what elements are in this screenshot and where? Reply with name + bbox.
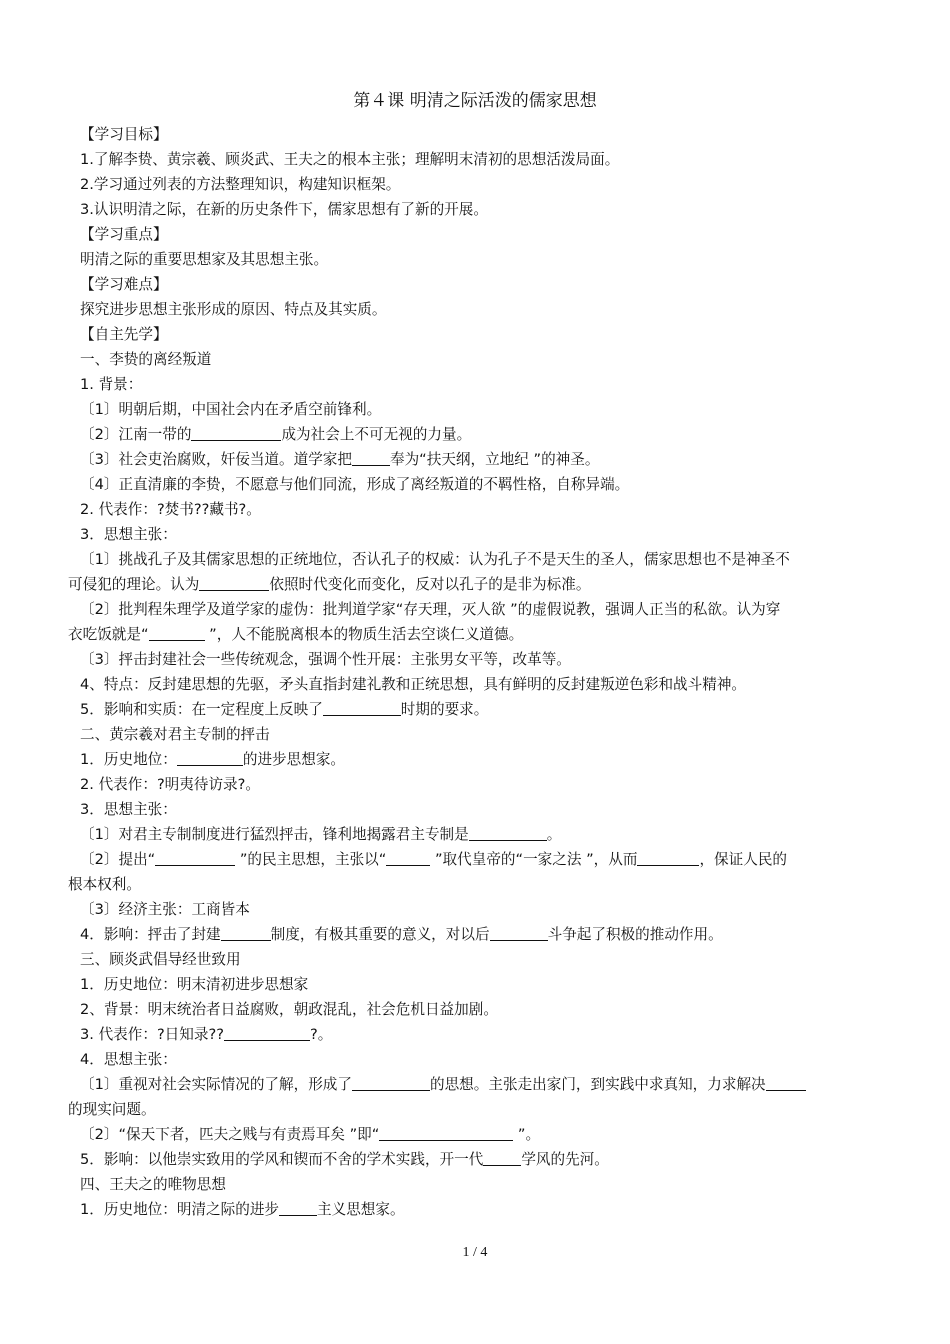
text-line: 2. 代表作：?明夷待访录?。 xyxy=(80,776,260,793)
text-line: 3．思想主张： xyxy=(80,526,177,543)
text-line: 〔1〕挑战孔子及其儒家思想的正统地位，否认孔子的权威：认为孔子不是天生的圣人，儒家思想也不是神圣不 xyxy=(80,551,790,568)
fill-blank[interactable] xyxy=(191,425,281,441)
text-line: 4、特点：反封建思想的先驱，矛头直指封建礼教和正统思想，具有鲜明的反封建叛逆色彩和战斗精神。 xyxy=(80,676,747,693)
section-heading: 【学习难点】 xyxy=(80,276,168,293)
fill-blank[interactable] xyxy=(323,700,401,716)
text-line: 1．历史地位：明末清初进步思想家 xyxy=(80,976,309,993)
text-line: 衣吃饭就是“ ”，人不能脱离根本的物质生活去空谈仁义道德。 xyxy=(68,626,524,643)
section-heading: 【学习重点】 xyxy=(80,226,168,243)
fill-blank[interactable] xyxy=(766,1075,806,1091)
text-line: 〔2〕批判程朱理学及道学家的虚伪：批判道学家“存天理，灭人欲 ”的虚假说教，强调人正当的私欲。认为穿 xyxy=(80,601,781,618)
subsection-heading: 一、李贽的离经叛道 xyxy=(80,351,212,368)
text-line: 1.了解李贽、黄宗羲、顾炎武、王夫之的根本主张；理解明末清初的思想活泼局面。 xyxy=(80,151,620,168)
fill-blank[interactable] xyxy=(177,750,243,766)
text-line: 〔3〕抨击封建社会一些传统观念，强调个性开展：主张男女平等，改革等。 xyxy=(80,651,571,668)
text-line: 2. 代表作：?焚书??藏书?。 xyxy=(80,501,261,518)
fill-blank[interactable] xyxy=(379,1125,513,1141)
subsection-heading: 二、黄宗羲对君主专制的抨击 xyxy=(80,726,270,743)
fill-blank[interactable] xyxy=(352,450,390,466)
text-line: 3．思想主张： xyxy=(80,801,177,818)
fill-blank[interactable] xyxy=(199,575,269,591)
text-line: 〔4〕正直清廉的李贽，不愿意与他们同流，形成了离经叛道的不羁性格，自称异端。 xyxy=(80,476,630,493)
text-line: 2、背景：明末统治者日益腐败，朝政混乱，社会危机日益加剧。 xyxy=(80,1001,498,1018)
fill-blank[interactable] xyxy=(483,1150,521,1166)
fill-blank[interactable] xyxy=(221,925,271,941)
fill-blank[interactable] xyxy=(279,1200,317,1216)
text-line: 〔1〕重视对社会实际情况的了解，形成了 的思想。主张走出家门，到实践中求真知，力求解决 xyxy=(68,1072,880,1097)
fill-blank[interactable] xyxy=(149,625,205,641)
text-line: 4．思想主张： xyxy=(80,1051,177,1068)
text-line: 2.学习通过列表的方法整理知识，构建知识框架。 xyxy=(80,176,401,193)
section-heading: 【自主先学】 xyxy=(80,326,168,343)
fill-blank[interactable] xyxy=(155,850,235,866)
lesson-title: 第４课 明清之际活泼的儒家思想 xyxy=(353,91,597,111)
section-heading: 【学习目标】 xyxy=(80,126,168,143)
text-line: 3. 代表作：?日知录?? ?。 xyxy=(80,1026,333,1043)
fill-blank[interactable] xyxy=(386,850,430,866)
fill-blank[interactable] xyxy=(637,850,699,866)
page-number: 1 / 4 xyxy=(462,1245,488,1260)
fill-blank[interactable] xyxy=(352,1075,430,1091)
text-line: 的现实问题。 xyxy=(68,1101,156,1118)
text-line: 〔1〕对君主专制制度进行猛烈抨击，锋利地揭露君主专制是 。 xyxy=(80,826,562,843)
fill-blank[interactable] xyxy=(469,825,547,841)
text-line: 〔2〕“保天下者，匹夫之贱与有责焉耳矣 ”即“ ”。 xyxy=(80,1126,541,1143)
text-line: 〔1〕明朝后期，中国社会内在矛盾空前锋利。 xyxy=(80,401,382,418)
text-line: 1．历史地位： 的进步思想家。 xyxy=(80,751,346,768)
text-line: 1．历史地位：明清之际的进步 主义思想家。 xyxy=(80,1201,405,1218)
text-line: 1. 背景： xyxy=(80,376,143,393)
subsection-heading: 三、顾炎武倡导经世致用 xyxy=(80,951,241,968)
text-line: 〔2〕江南一带的 成为社会上不可无视的力量。 xyxy=(80,426,472,443)
text-line: 5．影响：以他崇实致用的学风和锲而不舍的学术实践，开一代 学风的先河。 xyxy=(80,1151,609,1168)
document-body xyxy=(68,122,880,1222)
text-line: 探究进步思想主张形成的原因、特点及其实质。 xyxy=(80,301,387,318)
fill-blank[interactable] xyxy=(224,1025,310,1041)
text-line: 〔3〕社会吏治腐败，奸佞当道。道学家把 奉为“扶天纲，立地纪 ”的神圣。 xyxy=(80,451,600,468)
text-line: 〔3〕经济主张：工商皆本 xyxy=(80,901,250,918)
text-line: 3.认识明清之际，在新的历史条件下，儒家思想有了新的开展。 xyxy=(80,201,488,218)
text-line: 4．影响：抨击了封建 制度，有极其重要的意义，对以后 斗争起了积极的推动作用。 xyxy=(80,926,723,943)
text-line: 可侵犯的理论。认为 依照时代变化而变化，反对以孔子的是非为标准。 xyxy=(68,576,591,593)
text-line: 〔2〕提出“ ”的民主思想，主张以“ ”取代皇帝的“一家之法 ”，从而 ，保证人民的 xyxy=(80,851,788,868)
subsection-heading: 四、王夫之的唯物思想 xyxy=(80,1176,226,1193)
text-line: 明清之际的重要思想家及其思想主张。 xyxy=(80,251,329,268)
text-line: 5．影响和实质：在一定程度上反映了 时期的要求。 xyxy=(80,701,489,718)
text-line: 根本权利。 xyxy=(68,876,141,893)
fill-blank[interactable] xyxy=(490,925,548,941)
